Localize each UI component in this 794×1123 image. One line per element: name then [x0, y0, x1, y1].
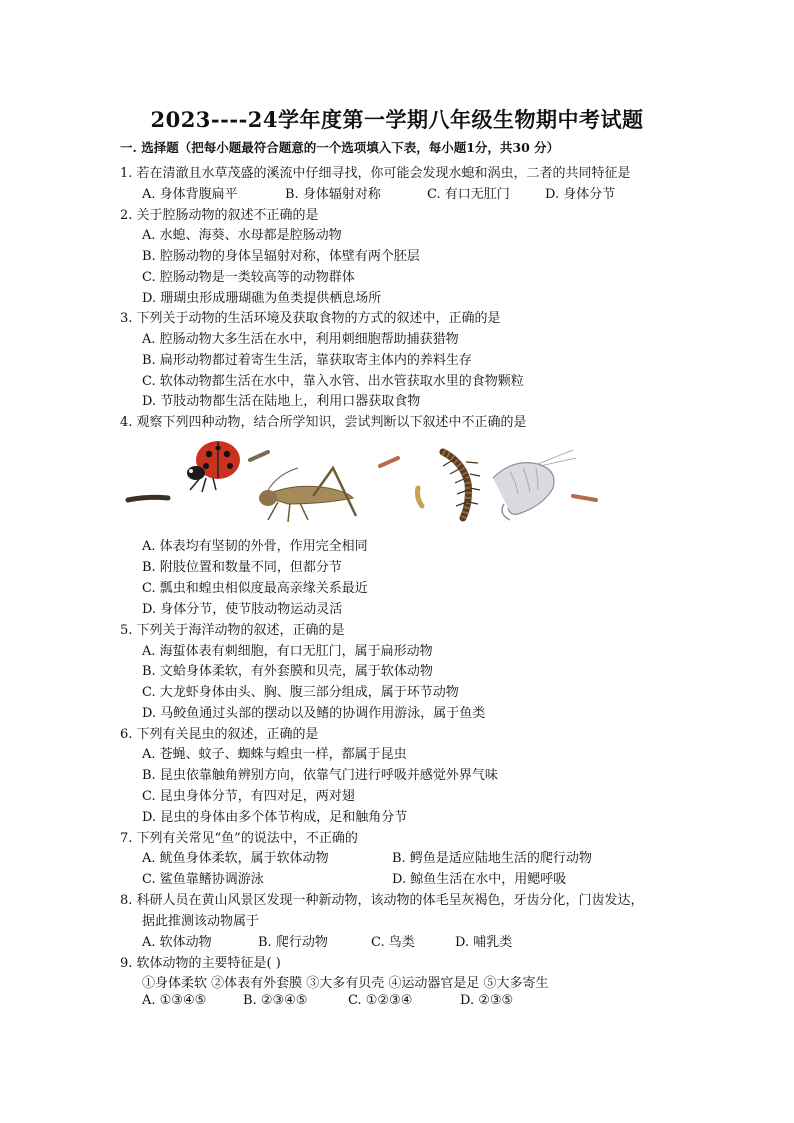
question-6-option-a: A. 苍蝇、蚊子、蜘蛛与蝗虫一样，都属于昆虫	[142, 747, 407, 762]
question-7-option-c: C. 鲨鱼靠鳍协调游泳	[142, 872, 264, 887]
exam-title: 2023----24学年度第一学期八年级生物期中考试题	[150, 107, 644, 132]
option-c: C. 鸟类	[371, 935, 415, 950]
option-b: B. 爬行动物	[258, 935, 328, 950]
option-a: A. 身体背腹扁平	[142, 187, 238, 202]
option-c: C. 有口无肛门	[427, 187, 510, 202]
question-3-option-c: C. 软体动物都生活在水中，靠入水管、出水管获取水里的食物颗粒	[142, 374, 524, 389]
question-4-option-d: D. 身体分节，使节肢动物运动灵活	[142, 602, 343, 617]
question-9-items: ①身体柔软 ②体表有外套膜 ③大多有贝壳 ④运动器官是足 ⑤大多寄生	[142, 976, 549, 991]
question-9-stem: 9. 软体动物的主要特征是( )	[120, 956, 281, 971]
question-6-stem: 6. 下列有关昆虫的叙述，正确的是	[120, 727, 319, 742]
question-8-options	[142, 931, 512, 950]
question-9-options	[142, 993, 513, 1008]
question-7-stem: 7. 下列有关常见“鱼”的说法中，不正确的	[120, 831, 358, 846]
question-4-option-b: B. 附肢位置和数量不同，但都分节	[142, 560, 342, 575]
question-6-option-b: B. 昆虫依靠触角辨别方向，依靠气门进行呼吸并感觉外界气味	[142, 768, 498, 783]
question-8-stem: 8. 科研人员在黄山风景区发现一种新动物，该动物的体毛呈灰褐色，牙齿分化，门齿发达，	[120, 893, 644, 908]
grasshopper-image	[259, 468, 356, 522]
question-5-option-b: B. 文蛤身体柔软，有外套膜和贝壳，属于软体动物	[142, 664, 433, 679]
arthropod-figure	[118, 438, 618, 528]
option-d: D. 哺乳类	[455, 935, 513, 950]
question-8-stem-continued: 据此推测该动物属于	[142, 914, 260, 929]
question-1-options	[142, 183, 615, 202]
question-2-option-c: C. 腔肠动物是一类较高等的动物群体	[142, 270, 355, 285]
question-6-option-d: D. 昆虫的身体由多个体节构成，足和触角分节	[142, 810, 408, 825]
question-7-option-d: D. 鲸鱼生活在水中，用鳃呼吸	[392, 872, 567, 887]
question-7-option-a: A. 鱿鱼身体柔软，属于软体动物	[142, 851, 329, 866]
question-1-stem: 1. 若在清澈且水草茂盛的溪流中仔细寻找，你可能会发现水螅和涡虫，二者的共同特征是	[120, 166, 631, 181]
question-3-option-d: D. 节肢动物都生活在陆地上，利用口器获取食物	[142, 394, 421, 409]
question-7-option-b: B. 鳄鱼是适应陆地生活的爬行动物	[392, 851, 592, 866]
centipede-image	[443, 452, 480, 518]
question-4-stem: 4. 观察下列四种动物，结合所学知识，尝试判断以下叙述中不正确的是	[120, 415, 527, 430]
question-3-stem: 3. 下列关于动物的生活环境及获取食物的方式的叙述中，正确的是	[120, 311, 501, 326]
question-2-option-a: A. 水螅、海葵、水母都是腔肠动物	[142, 228, 342, 243]
question-4-option-c: C. 瓢虫和蝗虫相似度最高亲缘关系最近	[142, 581, 368, 596]
question-4-option-a: A. 体表均有坚韧的外骨，作用完全相同	[142, 539, 368, 554]
shrimp-image	[493, 450, 576, 520]
option-b: B. ②③④⑤	[243, 993, 308, 1008]
option-a: A. 软体动物	[142, 935, 212, 950]
question-3-option-b: B. 扁形动物都过着寄生生活，靠获取寄主体内的养料生存	[142, 353, 472, 368]
option-b: B. 身体辐射对称	[285, 187, 381, 202]
question-6-option-c: C. 昆虫身体分节，有四对足，两对翅	[142, 789, 355, 804]
option-d: D. 身体分节	[545, 187, 616, 202]
question-5-option-c: C. 大龙虾身体由头、胸、腹三部分组成，属于环节动物	[142, 685, 459, 700]
question-2-stem: 2. 关于腔肠动物的叙述不正确的是	[120, 208, 319, 223]
option-a: A. ①③④⑤	[142, 993, 207, 1008]
question-5-option-a: A. 海蜇体表有刺细胞，有口无肛门，属于扁形动物	[142, 644, 433, 659]
section-heading: 一. 选择题（把每小题最符合题意的一个选项填入下表，每小题1分，共30 分）	[120, 140, 560, 155]
option-d: D. ②③⑤	[460, 993, 514, 1008]
question-3-option-a: A. 腔肠动物大多生活在水中，利用刺细胞帮助捕获猎物	[142, 332, 459, 347]
option-c: C. ①②③④	[348, 993, 413, 1008]
question-5-stem: 5. 下列关于海洋动物的叙述，正确的是	[120, 623, 345, 638]
question-2-option-b: B. 腔肠动物的身体呈辐射对称，体壁有两个胚层	[142, 249, 420, 264]
question-5-option-d: D. 马鲛鱼通过头部的摆动以及鳍的协调作用游泳，属于鱼类	[142, 706, 486, 721]
question-2-option-d: D. 珊瑚虫形成珊瑚礁为鱼类提供栖息场所	[142, 291, 382, 306]
ladybug-image	[187, 441, 240, 492]
